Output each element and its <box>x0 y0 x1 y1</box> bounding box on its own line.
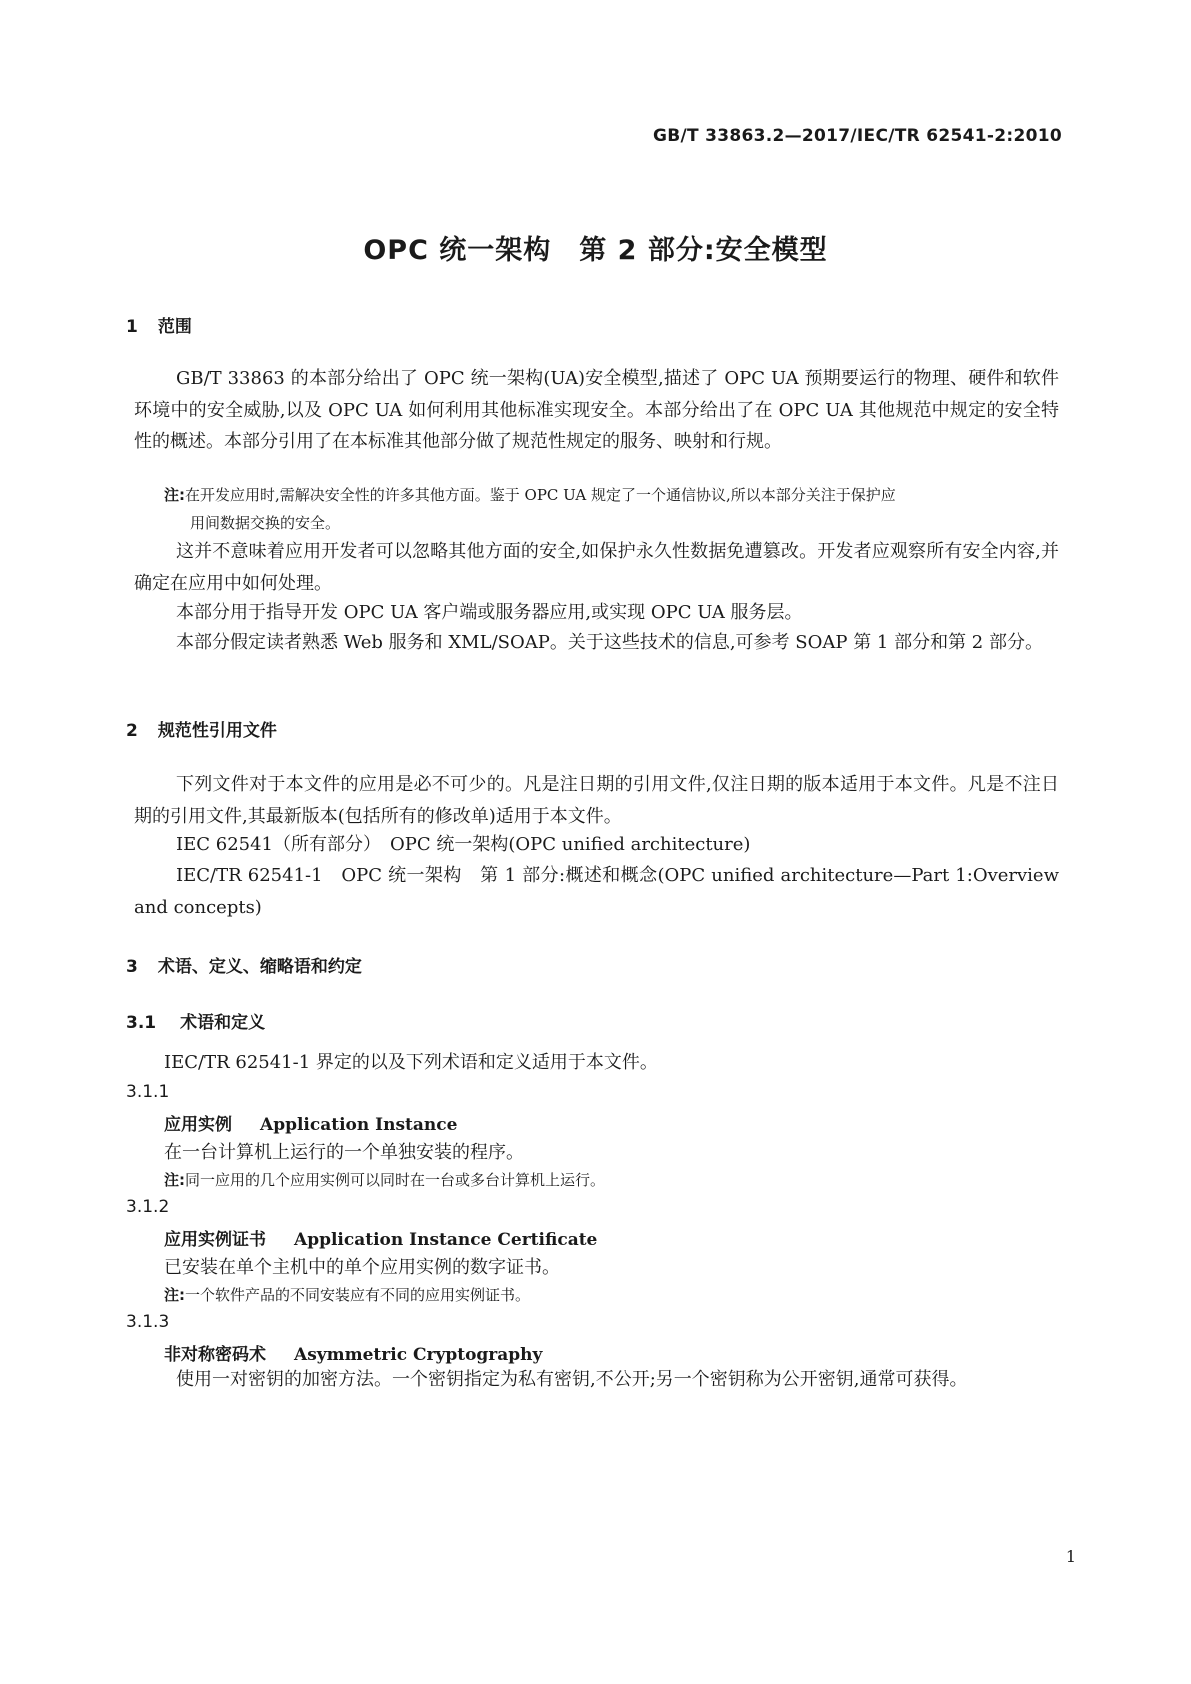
term-definition: 使用一对密钥的加密方法。一个密钥指定为私有密钥,不公开;另一个密钥称为公开密钥,通常可获得。 <box>176 1369 968 1390</box>
note-text: 一个软件产品的不同安装应有不同的应用实例证书。 <box>185 1286 531 1304</box>
page-title: OPC 统一架构 第 2 部分:安全模型 <box>363 235 828 266</box>
section-2-paragraph-1: 下列文件对于本文件的应用是必不可少的。凡是注日期的引用文件,仅注日期的版本适用于本文件。凡是不注日期的引用文件,其最新版本(包括所有的修改单)适用于本文件。 <box>134 774 1059 827</box>
section-3-heading <box>126 952 362 977</box>
section-number: 3 <box>126 957 138 977</box>
section-title: 范围 <box>157 317 192 337</box>
term-zh: 应用实例 <box>164 1115 232 1135</box>
term-en: Application Instance Certificate <box>294 1230 598 1250</box>
reference-2: IEC/TR 62541-1 OPC 统一架构 第 1 部分:概述和概念(OPC unified architecture—Part 1:Overview and concepts) <box>134 865 1059 918</box>
note-text: 同一应用的几个应用实例可以同时在一台或多台计算机上运行。 <box>185 1171 606 1189</box>
standard-code: GB/T 33863.2—2017/IEC/TR 62541-2:2010 <box>652 126 1062 146</box>
section-number: 1 <box>126 317 138 337</box>
section-1-paragraph-3: 本部分用于指导开发 OPC UA 客户端或服务器应用,或实现 OPC UA 服务层。 <box>176 602 803 623</box>
note-text: 在开发应用时,需解决安全性的许多其他方面。鉴于 OPC UA 规定了一个通信协议,所以本部分关注于保护应 <box>185 486 896 504</box>
term-heading <box>164 1110 457 1135</box>
section-2-heading <box>126 716 277 741</box>
note-label: 注: <box>164 486 185 504</box>
term-heading <box>164 1225 597 1250</box>
section-1-note-line-2: 用间数据交换的安全。 <box>190 514 341 532</box>
section-number: 2 <box>126 721 138 741</box>
note-label: 注: <box>164 1286 185 1304</box>
section-1-note-line-1 <box>164 484 896 505</box>
section-3-1-heading <box>126 1008 265 1033</box>
term-definition: 已安装在单个主机中的单个应用实例的数字证书。 <box>164 1257 560 1278</box>
term-heading <box>164 1340 542 1365</box>
section-1-paragraph-2: 这并不意味着应用开发者可以忽略其他方面的安全,如保护永久性数据免遭篡改。开发者应观察所有安全内容,并确定在应用中如何处理。 <box>134 541 1059 594</box>
term-number: 3.1.1 <box>126 1082 170 1102</box>
section-1-paragraph-1: GB/T 33863 的本部分给出了 OPC 统一架构(UA)安全模型,描述了 OPC UA 预期要运行的物理、硬件和软件环境中的安全威胁,以及 OPC UA 如何利用其他标准实现安全。本部分给出了在 OPC UA 其他规范中规定的安全特性的概述。本部分引用了在本标准其他部分做了规范性规定的服务、映射和行规。 <box>134 368 1059 452</box>
term-zh: 应用实例证书 <box>164 1230 266 1250</box>
section-title: 术语、定义、缩略语和约定 <box>157 957 362 977</box>
term-number: 3.1.2 <box>126 1197 170 1217</box>
page-number: 1 <box>1065 1547 1076 1566</box>
section-title: 术语和定义 <box>180 1013 266 1033</box>
section-1-heading <box>126 312 192 337</box>
term-note <box>164 1169 605 1190</box>
term-number: 3.1.3 <box>126 1312 170 1332</box>
term-en: Asymmetric Cryptography <box>294 1345 543 1365</box>
note-label: 注: <box>164 1171 185 1189</box>
section-1-paragraph-4: 本部分假定读者熟悉 Web 服务和 XML/SOAP。关于这些技术的信息,可参考 SOAP 第 1 部分和第 2 部分。 <box>176 632 1043 653</box>
terms-intro: IEC/TR 62541-1 界定的以及下列术语和定义适用于本文件。 <box>164 1052 658 1073</box>
reference-1: IEC 62541（所有部分） OPC 统一架构(OPC unified architecture) <box>176 834 751 855</box>
term-zh: 非对称密码术 <box>164 1345 266 1365</box>
section-title: 规范性引用文件 <box>157 721 277 741</box>
section-number: 3.1 <box>126 1013 157 1033</box>
term-note <box>164 1284 530 1305</box>
term-definition: 在一台计算机上运行的一个单独安装的程序。 <box>164 1142 524 1163</box>
term-en: Application Instance <box>260 1115 458 1135</box>
